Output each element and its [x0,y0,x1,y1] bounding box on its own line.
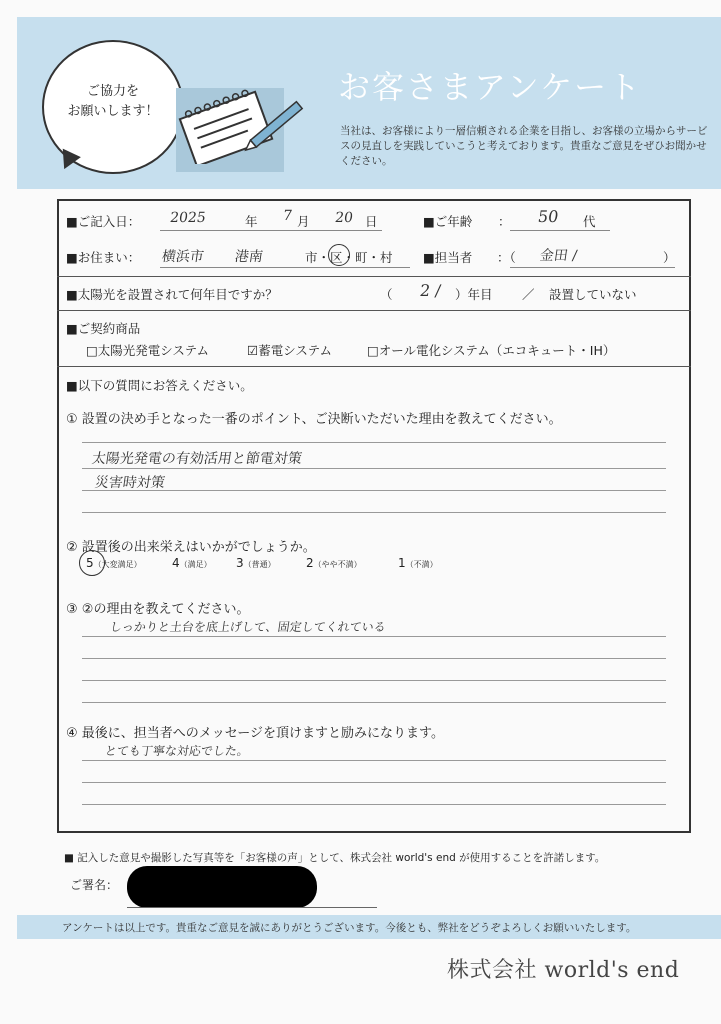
address-label: ■お住まい： [66,250,141,265]
rating-2-desc: （やや不満） [313,560,362,569]
address-unit-options: 市・区・町・村 [305,250,393,265]
bubble-text-line2: お願いします！ [67,104,159,119]
year-unit: 年 [245,214,258,229]
q3-answer[interactable]: しっかりと土台を底上げして、固定してくれている [108,620,387,634]
age-unit: 代 [583,214,596,229]
rating-3-desc: （普通） [243,560,276,569]
notepad-pencil-icon [176,84,316,164]
age-value[interactable]: 50 [536,207,560,226]
date-underline [160,230,382,231]
rating-5-num: 5 [86,556,94,570]
q1-answer-line1[interactable]: 太陽光発電の有効活用と節電対策 [90,451,303,467]
q3-line-3 [82,680,666,681]
products-heading: ■ご契約商品 [66,321,141,336]
q1-line-3 [82,490,666,491]
month-unit: 月 [297,214,310,229]
q4-line-3 [82,804,666,805]
solar-years-value[interactable]: 2 / [418,281,442,300]
solar-none-option[interactable]: 設置していない [549,287,637,302]
solar-open-paren: （ [380,287,393,302]
address-city-value[interactable]: 横浜市 [160,249,205,265]
staff-underline [510,267,675,268]
q4-answer[interactable]: とても丁寧な対応でした。 [103,744,250,758]
company-brand: 株式会社 world's end [447,958,680,983]
solar-question: ■太陽光を設置されて何年目ですか？ [66,287,278,302]
question-3: ③ ②の理由を教えてください。 [66,602,250,617]
signature-underline [127,907,377,908]
address-ward-value[interactable]: 港南 [233,249,264,265]
bubble-text-line1: ご協力を [86,84,139,99]
rating-5-desc: （大変満足） [93,560,142,569]
age-label: ■ご年齢 [423,214,473,229]
staff-label: ■担当者 [423,250,473,265]
age-colon: ： [498,214,511,229]
solar-years-unit: ）年目 [455,287,493,302]
date-day-value[interactable]: 20 [333,210,354,226]
signature-redaction [127,866,317,908]
rating-2-num: 2 [306,556,314,570]
ward-circle-mark [328,244,350,266]
rating-option-2[interactable] [306,556,362,570]
product-option-battery[interactable]: ☑蓄電システム [247,343,332,358]
q1-answer-line2[interactable]: 災害時対策 [93,475,166,491]
q4-line-2 [82,782,666,783]
rating-4-num: 4 [172,556,180,570]
q4-line-1 [82,760,666,761]
q3-line-4 [82,702,666,703]
question-2: ② 設置後の出来栄えはいかがでしょうか。 [66,540,316,555]
q1-line-2 [82,468,666,469]
product-option-all-electric[interactable]: □オール電化システム（エコキュート・IH） [367,343,616,358]
closing-text: アンケートは以上です。貴重なご意見を誠にありがとうございます。今後とも、弊社をどうぞよろしくお願いいたします。 [62,922,637,934]
rating-option-3[interactable] [236,556,276,570]
q3-line-2 [82,658,666,659]
rating-option-1[interactable] [398,556,438,570]
solar-slash: ／ [522,287,535,302]
staff-close-paren: ） [663,250,676,265]
divider-1 [57,276,691,277]
question-4: ④ 最後に、担当者へのメッセージを頂けますと励みになります。 [66,726,444,741]
date-label: ■ご記入日： [66,214,141,229]
day-unit: 日 [365,214,378,229]
address-underline [160,267,410,268]
q1-line-4 [82,512,666,513]
rating-4-desc: （満足） [179,560,212,569]
rating-1-desc: （不満） [405,560,438,569]
rating-selected-circle [79,550,105,576]
consent-text: ■ 記入した意見や撮影した写真等を「お客様の声」として、株式会社 world's end が使用することを許諾します。 [64,852,606,864]
age-underline [510,230,610,231]
question-1: ① 設置の決め手となった一番のポイント、ご決断いただいた理由を教えてください。 [66,412,562,427]
rating-option-4[interactable] [172,556,212,570]
q3-line-1 [82,636,666,637]
signature-label: ご署名： [70,878,119,892]
rating-3-num: 3 [236,556,244,570]
page-title: お客さまアンケート [338,68,643,106]
date-year-value[interactable]: 2025 [168,210,207,226]
staff-value[interactable]: 金田 / [538,248,579,264]
date-month-value[interactable]: 7 [281,208,294,224]
intro-text: 当社は、お客様により一層信頼される企業を目指し、お客様の立場からサービスの見直しを実践していこうと考えております。貴重なご意見をぜひお聞かせください。 [340,125,708,167]
divider-3 [57,366,691,367]
rating-1-num: 1 [398,556,406,570]
questions-heading: ■以下の質問にお答えください。 [66,378,253,393]
product-option-solar[interactable]: □太陽光発電システム [86,343,210,358]
divider-2 [57,310,691,311]
q1-line-1 [82,442,666,443]
staff-open-paren: ：（ [497,250,516,265]
